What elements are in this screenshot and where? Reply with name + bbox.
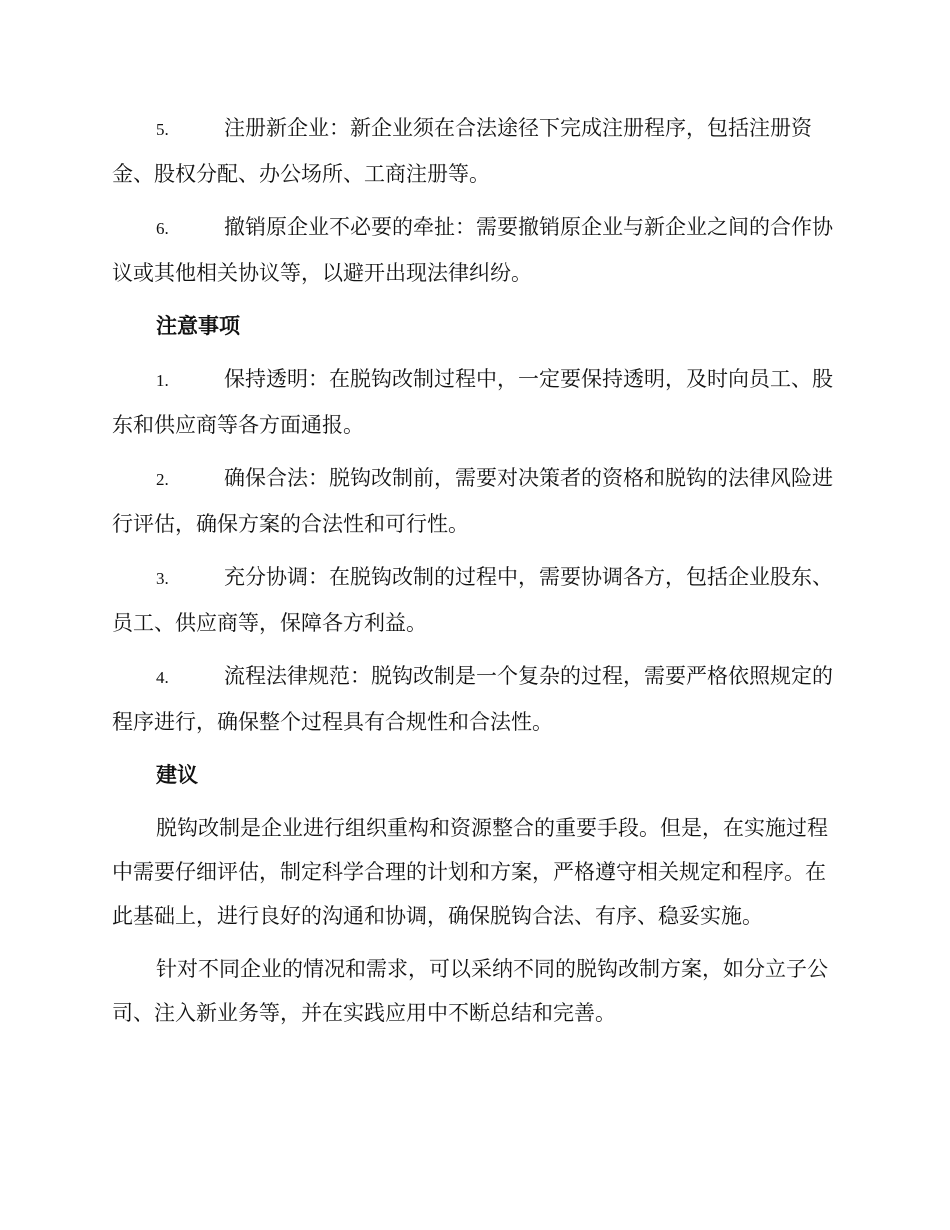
section-heading-advice: 建议 (156, 763, 198, 787)
list-item-note-4 (112, 654, 834, 744)
paragraph-advice-1: 脱钩改制是企业进行组织重构和资源整合的重要手段。但是，在实施过程中需要仔细评估，制定科学合理的计划和方案，严格遵守相关规定和程序。在此基础上，进行良好的沟通和协调，确保脱钩合法、有序、稳妥实施。 (112, 816, 828, 928)
document-content (112, 106, 834, 1044)
list-item-number: 1. (156, 371, 169, 390)
list-item-text: 流程法律规范：脱钩改制是一个复杂的过程，需要严格依照规定的程序进行，确保整个过程具有合规性和合法性。 (112, 664, 833, 734)
list-item-number: 3. (156, 569, 169, 588)
list-item-number: 4. (156, 668, 169, 687)
list-item-number: 2. (156, 470, 169, 489)
list-item-text: 充分协调：在脱钩改制的过程中，需要协调各方，包括企业股东、员工、供应商等，保障各方利益。 (112, 565, 833, 635)
list-item-note-3 (112, 555, 834, 645)
list-item-step-6 (112, 205, 834, 295)
list-item-note-1 (112, 357, 834, 447)
list-item-text: 注册新企业：新企业须在合法途径下完成注册程序，包括注册资金、股权分配、办公场所、工商注册等。 (112, 116, 812, 186)
list-item-number: 6. (156, 219, 169, 238)
paragraph-advice-2: 针对不同企业的情况和需求，可以采纳不同的脱钩改制方案，如分立子公司、注入新业务等，并在实践应用中不断总结和完善。 (112, 957, 828, 1025)
list-item-text: 撤销原企业不必要的牵扯：需要撤销原企业与新企业之间的合作协议或其他相关协议等，以避开出现法律纠纷。 (112, 215, 833, 285)
list-item-text: 保持透明：在脱钩改制过程中，一定要保持透明，及时向员工、股东和供应商等各方面通报。 (112, 367, 833, 437)
list-item-number: 5. (156, 120, 169, 139)
list-item-step-5 (112, 106, 834, 196)
list-item-text: 确保合法：脱钩改制前，需要对决策者的资格和脱钩的法律风险进行评估，确保方案的合法性和可行性。 (112, 466, 833, 536)
list-item-note-2 (112, 456, 834, 546)
section-heading-notes: 注意事项 (156, 314, 240, 338)
